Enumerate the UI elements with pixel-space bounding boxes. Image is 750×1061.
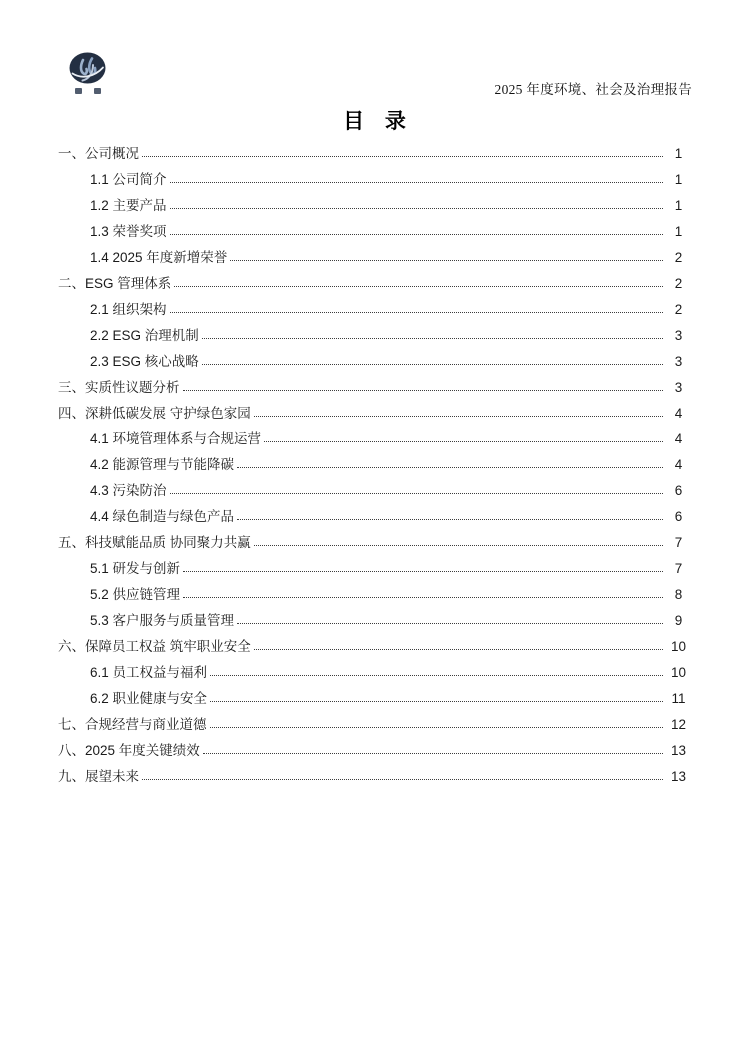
toc-entry[interactable] — [58, 167, 692, 193]
toc-dot-leader — [237, 467, 663, 468]
toc-entry[interactable] — [58, 686, 692, 712]
toc-entry-page: 4 — [674, 431, 683, 447]
toc-entry[interactable] — [58, 245, 692, 271]
toc-entry[interactable] — [58, 297, 692, 323]
toc-entry-label: 6.1 员工权益与福利 — [90, 665, 208, 681]
toc-entry-label: 三、实质性议题分析 — [58, 379, 180, 395]
toc-entry-label: 6.2 职业健康与安全 — [90, 691, 208, 707]
toc-entry-page: 10 — [670, 665, 687, 681]
toc-entry-label: 1.4 2025 年度新增荣誉 — [90, 249, 228, 265]
toc-entry-label: 4.3 污染防治 — [90, 483, 167, 499]
toc-entry-page: 6 — [674, 509, 683, 525]
toc-entry-label: 4.4 绿色制造与绿色产品 — [90, 509, 235, 525]
toc-dot-leader — [230, 260, 663, 261]
toc-entry-page: 2 — [674, 275, 683, 291]
logo-oval-swirl-icon — [69, 52, 106, 85]
toc-entry-page: 7 — [674, 561, 683, 577]
toc-entry[interactable] — [58, 530, 692, 556]
toc-entry-page: 3 — [674, 327, 683, 343]
toc-dot-leader — [210, 727, 664, 728]
toc-entry-label: 七、合规经营与商业道德 — [58, 716, 207, 732]
toc-entry[interactable] — [58, 660, 692, 686]
toc-entry[interactable] — [58, 582, 692, 608]
toc-dot-leader — [183, 597, 663, 598]
toc-dot-leader — [203, 753, 663, 754]
toc-entry-page: 1 — [674, 171, 683, 187]
toc-dot-leader — [254, 649, 663, 650]
toc-entry-page: 11 — [671, 691, 686, 707]
logo-caption-glyph — [94, 88, 101, 94]
logo-caption-marks — [69, 88, 106, 94]
toc-entry[interactable] — [58, 349, 692, 375]
toc-entry-page: 12 — [670, 716, 687, 732]
toc-entry-page: 3 — [674, 353, 683, 369]
toc-dot-leader — [170, 234, 663, 235]
toc-entry[interactable] — [58, 738, 692, 764]
toc-entry-label: 二、ESG 管理体系 — [58, 275, 172, 291]
toc-dot-leader — [170, 182, 663, 183]
toc-dot-leader — [170, 493, 663, 494]
toc-entry-label: 1.2 主要产品 — [90, 197, 167, 213]
toc-entry-label: 5.1 研发与创新 — [90, 561, 181, 577]
company-logo — [69, 52, 106, 94]
header-report-title: 2025 年度环境、社会及治理报告 — [494, 82, 692, 97]
toc-title: 目 录 — [343, 110, 407, 133]
toc-entry-page: 1 — [674, 197, 683, 213]
toc-dot-leader — [202, 338, 663, 339]
toc-dot-leader — [142, 156, 663, 157]
toc-dot-leader — [170, 208, 663, 209]
toc-entry[interactable] — [58, 271, 692, 297]
toc-entry-label: 5.3 客户服务与质量管理 — [90, 613, 235, 629]
toc-entry-label: 1.3 荣誉奖项 — [90, 223, 167, 239]
toc-entry-page: 4 — [674, 405, 683, 421]
toc-entry-label: 5.2 供应链管理 — [90, 587, 181, 603]
toc-entry-page: 9 — [674, 613, 683, 629]
toc-entry-label: 五、科技赋能品质 协同聚力共赢 — [58, 535, 251, 551]
toc-entry[interactable] — [58, 141, 692, 167]
toc-entry[interactable] — [58, 634, 692, 660]
toc-entry-label: 2.1 组织架构 — [90, 301, 167, 317]
toc-entry-label: 2.3 ESG 核心战略 — [90, 353, 199, 369]
toc-entry[interactable] — [58, 323, 692, 349]
toc-dot-leader — [210, 675, 663, 676]
toc-dot-leader — [254, 545, 663, 546]
toc-entry-label: 六、保障员工权益 筑牢职业安全 — [58, 639, 251, 655]
toc-dot-leader — [174, 286, 663, 287]
toc-entry-page: 10 — [670, 639, 687, 655]
toc-entry-page: 1 — [674, 223, 683, 239]
toc-entry-label: 1.1 公司简介 — [90, 171, 167, 187]
toc-dot-leader — [183, 571, 663, 572]
toc-entry[interactable] — [58, 375, 692, 401]
toc-entry-page: 2 — [674, 301, 683, 317]
toc-dot-leader — [210, 701, 663, 702]
toc-entry[interactable] — [58, 764, 692, 790]
toc-entry[interactable] — [58, 219, 692, 245]
toc-entry-page: 13 — [670, 768, 687, 784]
toc-entry[interactable] — [58, 712, 692, 738]
toc-entry-label: 八、2025 年度关键绩效 — [58, 742, 200, 758]
toc-entry-page: 6 — [674, 483, 683, 499]
toc-entry-label: 一、公司概况 — [58, 146, 139, 161]
toc-entry-page: 4 — [674, 457, 683, 473]
toc-entry[interactable] — [58, 426, 692, 452]
toc-list — [58, 141, 692, 790]
toc-entry[interactable] — [58, 556, 692, 582]
toc-entry-label: 2.2 ESG 治理机制 — [90, 327, 199, 343]
toc-dot-leader — [170, 312, 663, 313]
toc-dot-leader — [202, 364, 663, 365]
toc-entry[interactable] — [58, 478, 692, 504]
toc-entry[interactable] — [58, 608, 692, 634]
toc-entry-page: 8 — [674, 587, 683, 603]
toc-entry[interactable] — [58, 504, 692, 530]
toc-entry-label: 4.1 环境管理体系与合规运营 — [90, 431, 262, 447]
toc-dot-leader — [142, 779, 663, 780]
toc-entry-label: 九、展望未来 — [58, 768, 139, 784]
toc-entry-page: 7 — [674, 535, 683, 551]
toc-entry-page: 1 — [674, 146, 683, 161]
toc-entry[interactable] — [58, 401, 692, 427]
toc-entry-page: 13 — [670, 742, 687, 758]
logo-caption-glyph — [75, 88, 82, 94]
toc-entry[interactable] — [58, 452, 692, 478]
toc-entry[interactable] — [58, 193, 692, 219]
toc-entry-page: 3 — [674, 379, 683, 395]
toc-dot-leader — [183, 390, 664, 391]
toc-entry-page: 2 — [674, 249, 683, 265]
toc-dot-leader — [254, 416, 663, 417]
toc-entry-label: 4.2 能源管理与节能降碳 — [90, 457, 235, 473]
toc-dot-leader — [237, 623, 663, 624]
toc-dot-leader — [237, 519, 663, 520]
toc-dot-leader — [264, 441, 663, 442]
toc-entry-label: 四、深耕低碳发展 守护绿色家园 — [58, 405, 251, 421]
